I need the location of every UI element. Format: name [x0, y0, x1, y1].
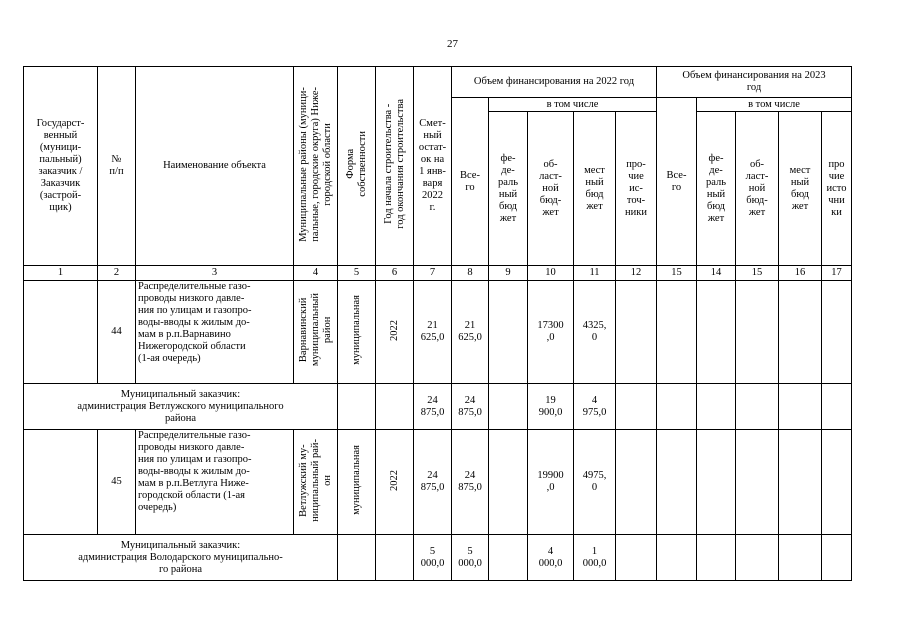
- cell-federal-2022: [489, 535, 528, 581]
- investment-table: [23, 66, 852, 581]
- cell-regional-2023: [736, 281, 779, 384]
- col-number: 17: [822, 266, 852, 281]
- header-estimate: Смет- ный остат- ок на 1 янв- варя 2022 г.: [414, 67, 452, 266]
- cell-regional-2023: [736, 535, 779, 581]
- header-including-2023: в том числе: [697, 98, 852, 112]
- cell-other-2023: [822, 535, 852, 581]
- cell-federal-2023: [697, 430, 736, 535]
- header-fin-2022: Объем финансирования на 2022 год: [452, 67, 657, 98]
- header-other-2023: про чие исто чни ки: [822, 112, 852, 266]
- header-customer: Государст- венный (муници- пальный) заказчик / Заказчик (застрой- щик): [24, 67, 98, 266]
- customer-label: Муниципальный заказчик: администрация Володарского муниципально- го района: [24, 535, 338, 581]
- cell-other-2023: [822, 281, 852, 384]
- header-total-2022: Все- го: [452, 98, 489, 266]
- cell-num: 45: [98, 430, 136, 535]
- cell-regional-2022: 19 900,0: [528, 384, 574, 430]
- cell-ownership: [338, 384, 376, 430]
- cell-total-2022: 21 625,0: [452, 281, 489, 384]
- cell-federal-2023: [697, 384, 736, 430]
- cell-estimate: 24 875,0: [414, 430, 452, 535]
- cell-local-2023: [779, 430, 822, 535]
- col-number: 16: [779, 266, 822, 281]
- cell-ownership: муниципальная: [338, 281, 376, 384]
- header-regional-2023: об- ласт- ной бюд- жет: [736, 112, 779, 266]
- cell-total-2023: [657, 384, 697, 430]
- cell-total-2023: [657, 281, 697, 384]
- col-number: 5: [338, 266, 376, 281]
- cell-regional-2022: 4 000,0: [528, 535, 574, 581]
- col-number: 8: [452, 266, 489, 281]
- cell-total-2023: [657, 430, 697, 535]
- cell-other-2023: [822, 430, 852, 535]
- header-object-name: Наименование объекта: [136, 67, 294, 266]
- cell-object-name: Распределительные газо- проводы низкого давле- ния по улицам и газопро- воды-вводы к жилым до- мам в р.п.Варнавино Нижегородской области (1-ая очередь): [136, 281, 294, 384]
- cell-other-2022: [616, 384, 657, 430]
- header-local-2023: мест ный бюд жет: [779, 112, 822, 266]
- cell-federal-2022: [489, 384, 528, 430]
- cell-num: 44: [98, 281, 136, 384]
- cell-year: [376, 384, 414, 430]
- cell-estimate: 21 625,0: [414, 281, 452, 384]
- cell-regional-2022: 19900 ,0: [528, 430, 574, 535]
- header-federal-2022: фе- де- раль ный бюд жет: [489, 112, 528, 266]
- col-number: 1: [24, 266, 98, 281]
- cell-regional-2022: 17300 ,0: [528, 281, 574, 384]
- header-local-2022: мест ный бюд жет: [574, 112, 616, 266]
- col-number: 15: [736, 266, 779, 281]
- header-federal-2023: фе- де- раль ный бюд жет: [697, 112, 736, 266]
- cell-year: 2022: [376, 281, 414, 384]
- cell-federal-2023: [697, 281, 736, 384]
- cell-other-2022: [616, 535, 657, 581]
- header-total-2023: Все- го: [657, 98, 697, 266]
- header-other-2022: про- чие ис- точ- ники: [616, 112, 657, 266]
- cell-total-2022: 5 000,0: [452, 535, 489, 581]
- header-fin-2023: Объем финансирования на 2023 год: [657, 67, 852, 98]
- cell-estimate: 5 000,0: [414, 535, 452, 581]
- header-num: № п/п: [98, 67, 136, 266]
- cell-ownership: [338, 535, 376, 581]
- cell-object-name: Распределительные газо- проводы низкого давле- ния по улицам и газопро- воды-вводы к жилым до- мам в р.п.Ветлуга Ниже- городской области (1-ая очередь): [136, 430, 294, 535]
- cell-customer: [24, 281, 98, 384]
- page-number: 27: [447, 38, 458, 50]
- cell-other-2022: [616, 430, 657, 535]
- cell-estimate: 24 875,0: [414, 384, 452, 430]
- cell-ownership: муниципальная: [338, 430, 376, 535]
- cell-local-2022: 4975, 0: [574, 430, 616, 535]
- col-number: 6: [376, 266, 414, 281]
- cell-regional-2023: [736, 384, 779, 430]
- header-district: Муниципальные районы (муници- пальные, городские округа) Ниже- городской области: [294, 67, 338, 266]
- cell-district: Варнавинский муниципальный район: [294, 281, 338, 384]
- table-row: [24, 281, 852, 384]
- table-row: [24, 430, 852, 535]
- customer-label: Муниципальный заказчик: администрация Ветлужского муниципального района: [24, 384, 338, 430]
- header-years: Год начала строительства - год окончания строительства: [376, 67, 414, 266]
- customer-subtotal-row: [24, 535, 852, 581]
- col-number: 4: [294, 266, 338, 281]
- col-number: 11: [574, 266, 616, 281]
- cell-regional-2023: [736, 430, 779, 535]
- cell-federal-2022: [489, 430, 528, 535]
- cell-district: Ветлужский му- ниципальный рай- он: [294, 430, 338, 535]
- col-number: 9: [489, 266, 528, 281]
- cell-local-2022: 1 000,0: [574, 535, 616, 581]
- col-number: 14: [697, 266, 736, 281]
- column-number-row: [24, 266, 852, 281]
- cell-other-2022: [616, 281, 657, 384]
- cell-total-2023: [657, 535, 697, 581]
- col-number: 3: [136, 266, 294, 281]
- cell-year: 2022: [376, 430, 414, 535]
- cell-total-2022: 24 875,0: [452, 430, 489, 535]
- cell-local-2023: [779, 535, 822, 581]
- cell-local-2022: 4 975,0: [574, 384, 616, 430]
- header-regional-2022: об- ласт- ной бюд- жет: [528, 112, 574, 266]
- cell-federal-2022: [489, 281, 528, 384]
- col-number: 2: [98, 266, 136, 281]
- customer-subtotal-row: [24, 384, 852, 430]
- cell-federal-2023: [697, 535, 736, 581]
- cell-local-2023: [779, 281, 822, 384]
- col-number: 7: [414, 266, 452, 281]
- cell-local-2023: [779, 384, 822, 430]
- header-ownership: Форма собственности: [338, 67, 376, 266]
- header-including-2022: в том числе: [489, 98, 657, 112]
- cell-other-2023: [822, 384, 852, 430]
- cell-total-2022: 24 875,0: [452, 384, 489, 430]
- col-number: 12: [616, 266, 657, 281]
- cell-local-2022: 4325, 0: [574, 281, 616, 384]
- cell-customer: [24, 430, 98, 535]
- col-number: 10: [528, 266, 574, 281]
- col-number: 15: [657, 266, 697, 281]
- cell-year: [376, 535, 414, 581]
